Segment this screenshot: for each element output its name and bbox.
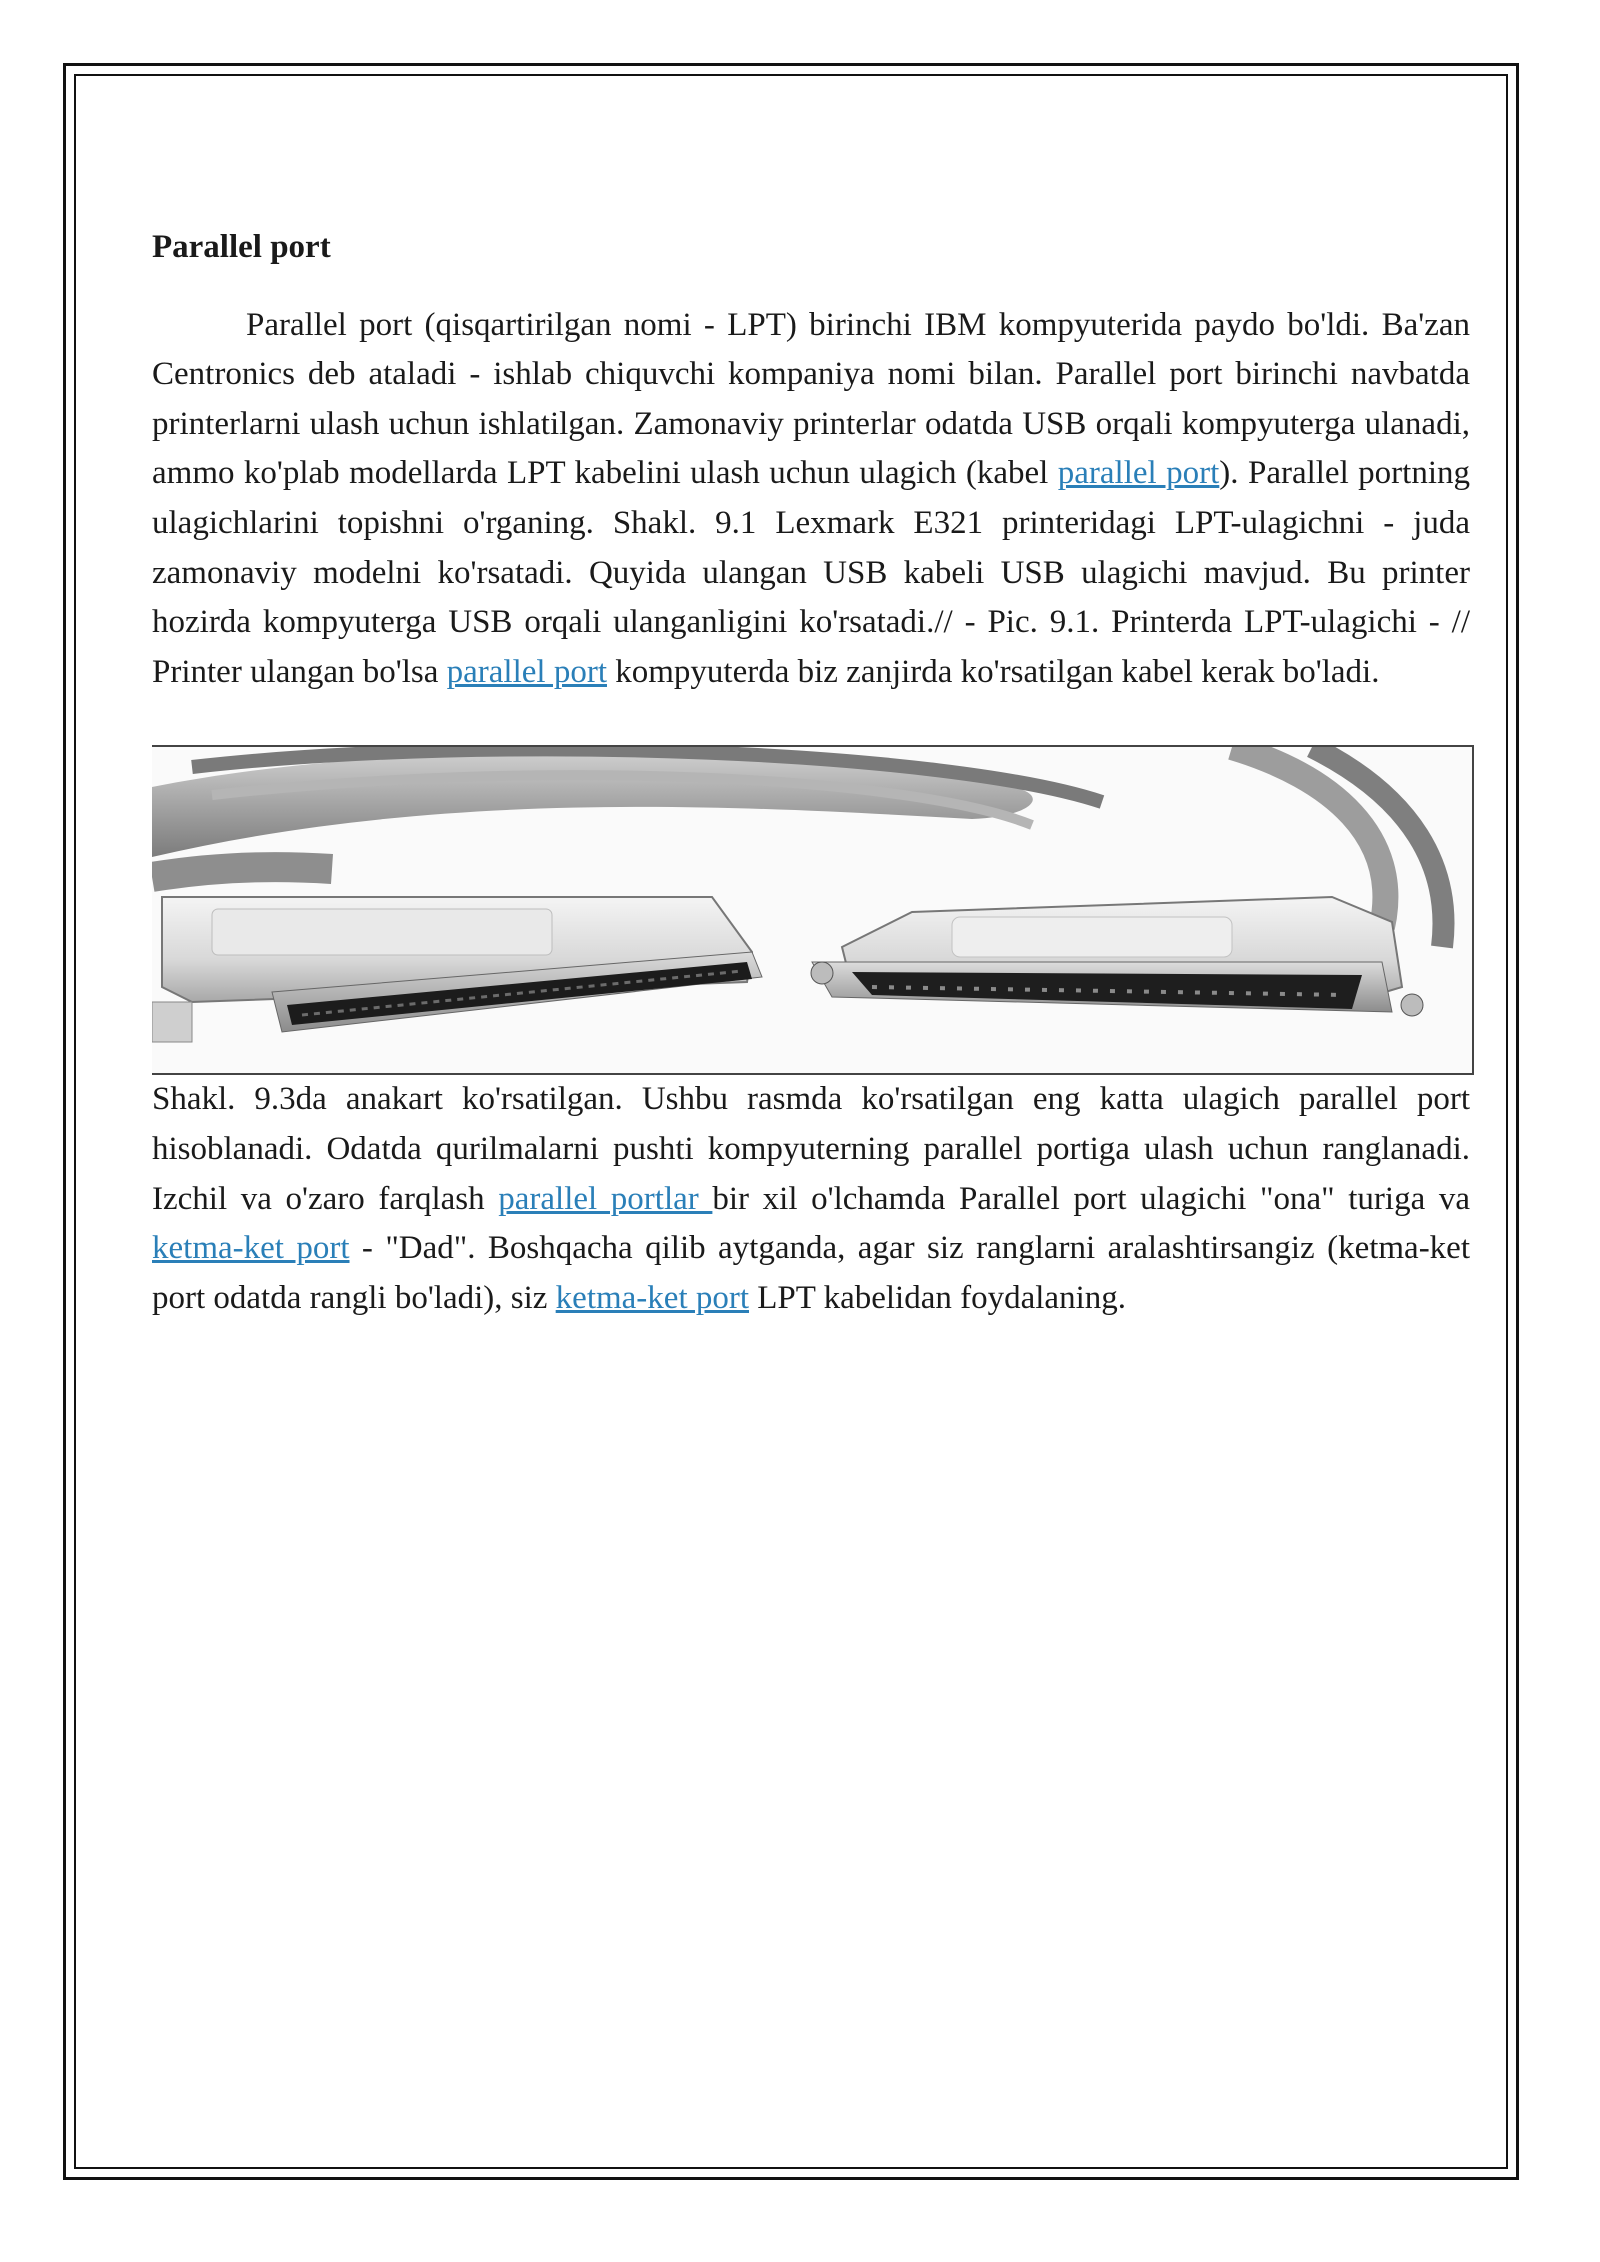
paragraph-2-text-c: - "Dad". Boshqacha qilib aytganda, agar siz ranglarni aralashtirsangiz (ketma-ket port odatda rangli bo'ladi), siz <box>152 1230 1470 1316</box>
section-heading: Parallel port <box>152 229 331 265</box>
serial-port-link-2[interactable]: ketma-ket port <box>555 1279 750 1316</box>
document-content <box>152 228 1470 1323</box>
paragraph-2-text-d: LPT kabelidan foydalaning. <box>749 1279 1126 1316</box>
paragraph-1-text-a: Parallel port (qisqartirilgan nomi - LPT) birinchi IBM kompyuterida paydo bo'ldi. Ba'zan Centronics deb ataladi - ishlab chiquvchi kompaniya nomi bilan. Parallel port birinchi navbatda printerlarni ulash uchun ishlatilgan. Zamonaviy printerlar odatda USB orqali kompyuterga ulanadi, ammo ko'plab modellarda LPT kabelini ulash uchun ulagich (kabel <box>152 306 1470 492</box>
parallel-port-link-1[interactable]: parallel port <box>1057 455 1220 492</box>
parallel-cable-illustration <box>152 747 1474 1075</box>
paragraph-2 <box>152 1075 1470 1323</box>
serial-port-link-1[interactable]: ketma-ket port <box>152 1230 350 1267</box>
paragraph-1 <box>152 301 1470 698</box>
paragraph-1-text-b: ). Parallel portning ulagichlarini topishni o'rganing. Shakl. 9.1 Lexmark E321 printeridagi LPT-ulagichni - juda zamonaviy modelni ko'rsatadi. Quyida ulangan USB kabeli USB ulagichi mavjud. Bu printer hozirda kompyuterga USB orqali ulanganligini ko'rsatadi.// - Pic. 9.1. Printerda LPT-ulagichi - // Printer ulangan bo'lsa <box>152 455 1470 690</box>
paragraph-2-text-b: bir xil o'lchamda Parallel port ulagichi "ona" turiga va <box>712 1180 1470 1217</box>
parallel-ports-link[interactable]: parallel portlar <box>498 1180 713 1217</box>
paragraph-1-text-c: kompyuterda biz zanjirda ko'rsatilgan kabel kerak bo'ladi. <box>606 653 1380 690</box>
parallel-port-link-2[interactable]: parallel port <box>446 653 607 690</box>
paragraph-2-text-a: Shakl. 9.3da anakart ko'rsatilgan. Ushbu rasmda ko'rsatilgan eng katta ulagich parallel port hisoblanadi. Odatda qurilmalarni pushti kompyuterning parallel portiga ulash uchun ranglanadi. Izchil va o'zaro farqlash <box>152 1081 1470 1217</box>
parallel-cable-image <box>152 745 1474 1075</box>
